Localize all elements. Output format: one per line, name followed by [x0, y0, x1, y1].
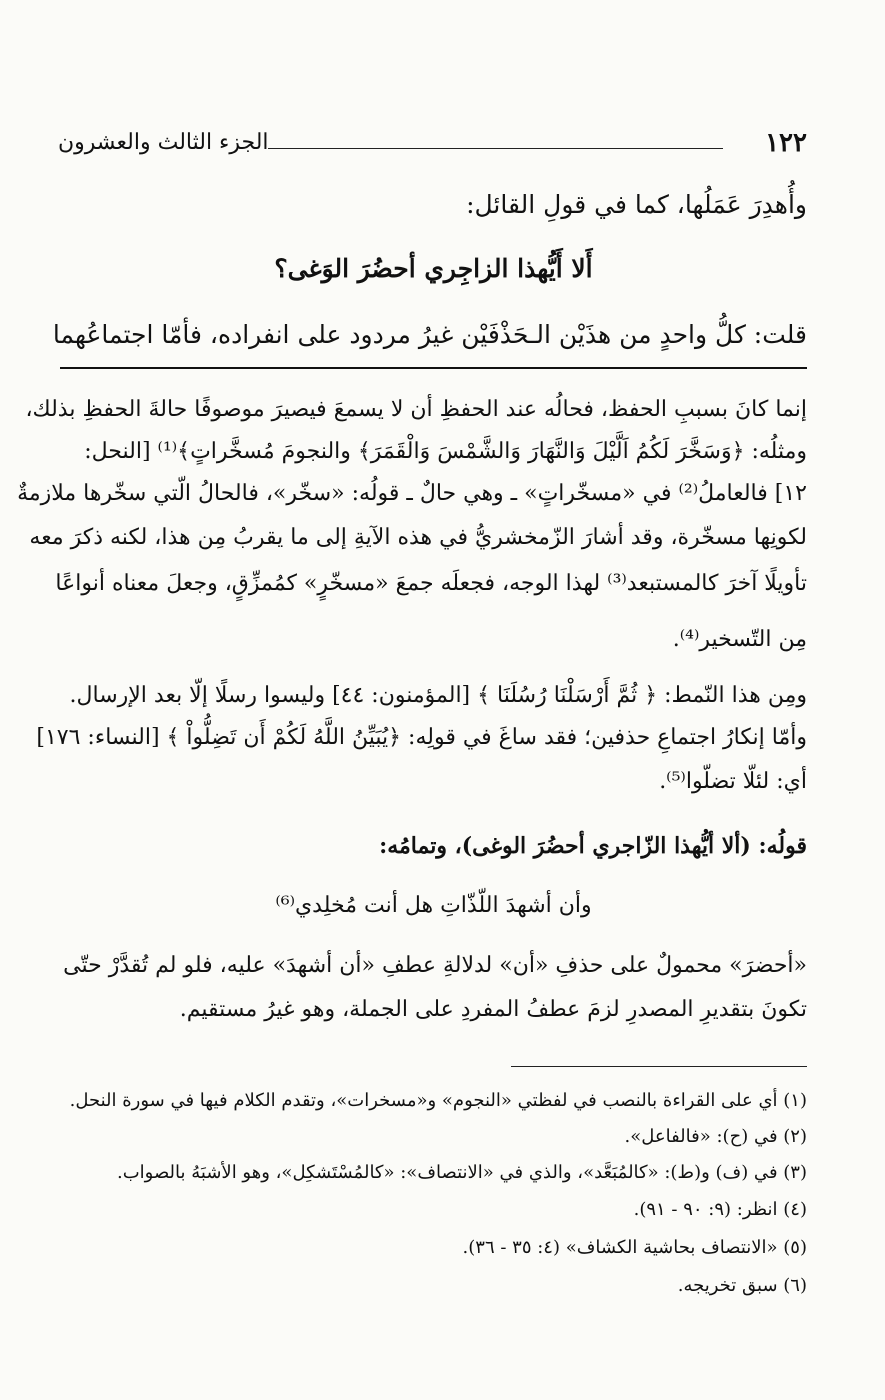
text-line: مِن التّسخير⁽⁴⁾. — [672, 627, 807, 652]
page-header — [58, 128, 807, 162]
footnote: (٥) «الانتصاف بحاشية الكشاف» (٤: ٣٥ - ٣٦). — [462, 1237, 807, 1258]
text-line: تكونَ بتقديرِ المصدرِ لزمَ عطفُ المفردِ على الجملة، وهو غيرُ مستقيم. — [179, 997, 807, 1022]
text-line: تأويلًا آخرَ كالمستبعد⁽³⁾ لهذا الوجه، فجعلَه جمعَ «مسخّرٍ» كمُمزِّقٍ، وجعلَ معناه أنواعًا — [55, 571, 807, 596]
footnote: (٣) في (ف) و(ط): «كالمُبَعَّد»، والذي في «الانتصاف»: «كالمُسْتَشكِل»، وهو الأشبَهُ بالصواب. — [116, 1162, 807, 1183]
text-line: أي: لئلّا تضلّوا⁽⁵⁾. — [659, 769, 807, 794]
footnote-divider — [511, 1066, 807, 1067]
footnote: (٦) سبق تخريجه. — [677, 1275, 807, 1296]
text-line: «أحضرَ» محمولٌ على حذفِ «أن» لدلالةِ عطفِ «أن أشهدَ» عليه، فلو لم تُقدَّرْ حتّى — [63, 953, 807, 978]
header-rule — [268, 148, 723, 149]
poetry-verse: أَلا أَيُّهذا الزاجِري أحضُرَ الوَغى؟ — [274, 254, 593, 283]
footnote: (٤) انظر: (٩: ٩٠ - ٩١). — [633, 1199, 807, 1220]
footnote: (١) أي على القراءة بالنصب في لفظتي «النجوم» و«مسخرات»، وتقدم الكلام فيها في سورة النحل. — [69, 1090, 807, 1111]
footnote: (٢) في (ح): «فالفاعل». — [624, 1126, 807, 1147]
text-line: ومِن هذا النّمط: ﴿ ثُمَّ أَرْسَلْنَا رُسُلَنَا ﴾ [المؤمنون: ٤٤] وليسوا رسلًا إلّا بعد الإرسال. — [69, 683, 807, 708]
quoted-line: قولُه: (ألا أيُّهذا الزّاجري أحضُرَ الوغى)، وتمامُه: — [379, 833, 807, 859]
text-line: قلت: كلُّ واحدٍ من هذَيْن الـحَذْفَيْن غيرُ مردود على انفراده، فأمّا اجتماعُهما — [52, 320, 807, 349]
book-part-title: الجزء الثالث والعشرون — [58, 130, 269, 155]
text-line: وأمّا إنكارُ اجتماعِ حذفين؛ فقد ساغَ في قولِه: ﴿يُبَيِّنُ اللَّهُ لَكُمْ أَن تَضِلُّواْ ﴾ [النساء: ١٧٦] — [36, 725, 807, 750]
text-line: وأُهدِرَ عَمَلُها، كما في قولِ القائل: — [466, 190, 807, 219]
text-line: ومثلُه: ﴿وَسَخَّرَ لَكُمُ اَلَّيْلَ وَالنَّهَارَ وَالشَّمْسَ وَالْقَمَرَ﴾ والنجومَ مُسخَّراتٍ﴾⁽¹⁾ [النحل: — [84, 439, 807, 464]
section-divider — [60, 367, 807, 369]
page-number: ١٢٢ — [765, 128, 807, 158]
text-line: إنما كانَ بسببِ الحفظ، فحالُه عند الحفظِ أن لا يسمعَ فيصيرَ موصوفًا حالةَ الحفظِ بذلك، — [25, 397, 807, 422]
text-line: ١٢] فالعاملُ⁽²⁾ في «مسخّراتٍ» ـ وهي حالٌ ـ قولُه: «سخّر»، فالحالُ الّتي سخّرها ملازمةٌ — [17, 481, 807, 506]
poetry-verse: وأن أشهدَ اللّذّاتِ هل أنت مُخلِدي⁽⁶⁾ — [275, 893, 592, 918]
text-line: لكونِها مسخّرة، وقد أشارَ الزّمخشريُّ في هذه الآيةِ إلى ما يقربُ مِن هذا، لكنه ذكرَ معه — [29, 525, 807, 550]
